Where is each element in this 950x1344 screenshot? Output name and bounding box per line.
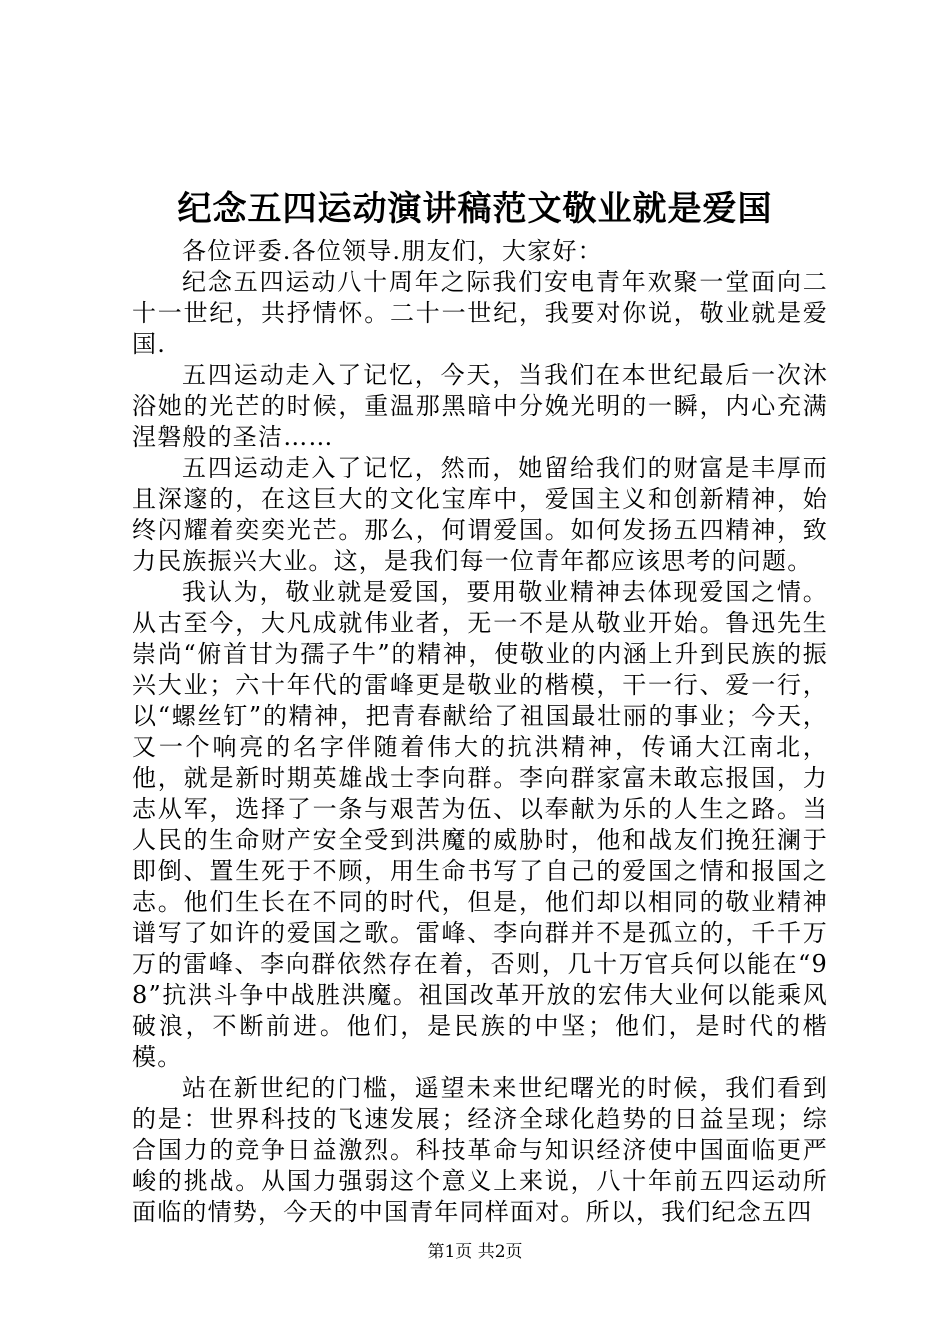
paragraph-5: 站在新世纪的门槛，遥望未来世纪曙光的时候，我们看到的是：世界科技的飞速发展；经济全球化趋势的日益呈现；综合国力的竞争日益激烈。科技革命与知识经济使中国面临更严峻的挑战。从国力强弱这个意义上来说，八十年前五四运动所面临的情势，今天的中国青年同样面对。所以，我们纪念五四 (132, 1074, 828, 1226)
paragraph-3: 五四运动走入了记忆，然而，她留给我们的财富是丰厚而且深邃的，在这巨大的文化宝库中，爱国主义和创新精神，始终闪耀着奕奕光芒。那么，何谓爱国。如何发扬五四精神，致力民族振兴大业。这，是我们每一位青年都应该思考的问题。 (132, 454, 828, 575)
paragraph-1: 纪念五四运动八十周年之际我们安电青年欢聚一堂面向二十一世纪，共抒情怀。二十一世纪，我要对你说，敬业就是爱国. (132, 268, 828, 358)
document-body (132, 236, 828, 1228)
document-title: 纪念五四运动演讲稿范文敬业就是爱国 (177, 189, 773, 229)
paragraph-4: 我认为，敬业就是爱国，要用敬业精神去体现爱国之情。从古至今，大凡成就伟业者，无一不是从敬业开始。鲁迅先生崇尚“俯首甘为孺子牛”的精神，使敬业的内涵上升到民族的振兴大业；六十年代的雷峰更是敬业的楷模，干一行、爱一行，以“螺丝钉”的精神，把青春献给了祖国最壮丽的事业；今天，又一个响亮的名字伴随着伟大的抗洪精神，传诵大江南北，他，就是新时期英雄战士李向群。李向群家富未敢忘报国，力志从军，选择了一条与艰苦为伍、以奉献为乐的人生之路。当人民的生命财产安全受到洪魔的威胁时，他和战友们挽狂澜于即倒、置生死于不顾，用生命书写了自己的爱国之情和报国之志。他们生长在不同的时代，但是，他们却以相同的敬业精神谱写了如许的爱国之歌。雷峰、李向群并不是孤立的，千千万万的雷峰、李向群依然存在着，否则，几十万官兵何以能在“98”抗洪斗争中战胜洪魔。祖国改革开放的宏伟大业何以能乘风破浪，不断前进。他们，是民族的中坚；他们，是时代的楷模。 (132, 578, 828, 1071)
page-footer: 第1页 共2页 (427, 1242, 523, 1262)
paragraph-greeting: 各位评委.各位领导.朋友们，大家好： (182, 237, 603, 265)
paragraph-2: 五四运动走入了记忆，今天，当我们在本世纪最后一次沐浴她的光芒的时候，重温那黑暗中分娩光明的一瞬，内心充满涅磐般的圣洁…… (132, 361, 828, 451)
